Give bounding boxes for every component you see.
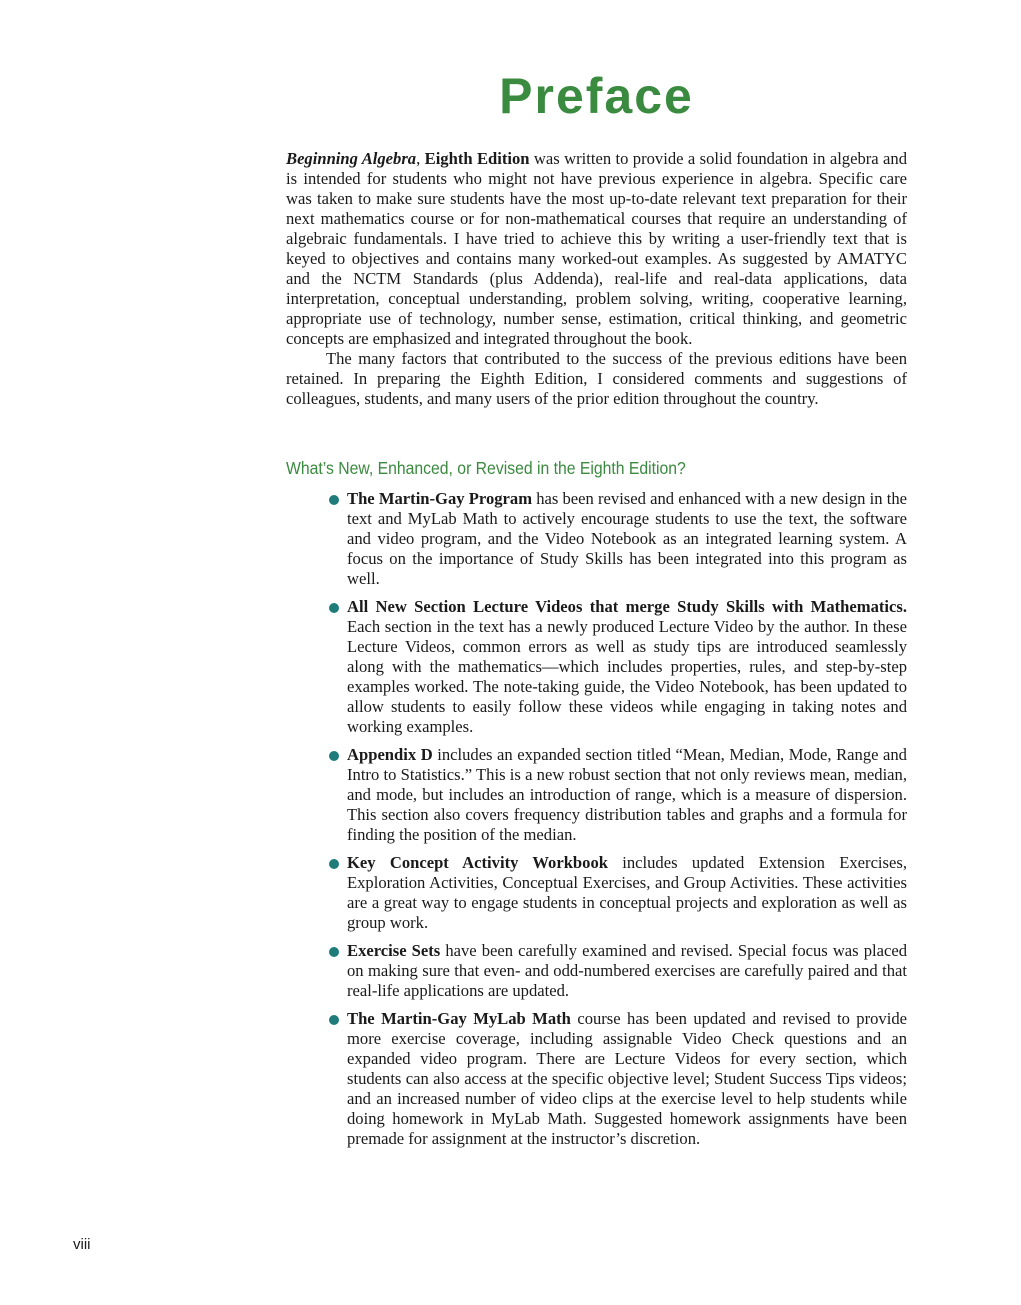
- edition-label: Eighth Edition: [424, 149, 530, 168]
- list-item: [347, 745, 907, 845]
- list-item-text: includes updated Extension Exercises, Exploration Activities, Conceptual Exercises, and Group Activities. These activities are a great way to engage students in conceptual projects and exploration as well as group work.: [347, 853, 907, 932]
- feature-list: [347, 489, 907, 1157]
- intro-paragraph-1-text: was written to provide a solid foundation in algebra and is intended for students who might not have previous experience in algebra. Specific care was taken to make sure students have the most up-to-date relevant text preparation for their next mathematics course or for non-mathematical courses that require an understanding of algebraic fundamentals. I have tried to achieve this by writing a user-friendly text that is keyed to objectives and contains many worked-out examples. As suggested by AMATYC and the NCTM Standards (plus Addenda), real-life and real-data applications, data interpretation, conceptual understanding, problem solving, writing, cooperative learning, appropriate use of technology, number sense, estimation, critical thinking, and geometric concepts are emphasized and integrated throughout the book.: [286, 149, 907, 348]
- list-item-lead: Appendix D: [347, 745, 433, 764]
- section-heading: What’s New, Enhanced, or Revised in the Eighth Edition?: [286, 458, 686, 478]
- list-item-lead: The Martin-Gay MyLab Math: [347, 1009, 571, 1028]
- page-number: viii: [73, 1236, 91, 1253]
- book-title: Beginning Algebra: [286, 149, 417, 168]
- bullet-icon: [329, 947, 339, 957]
- list-item-text: course has been updated and revised to provide more exercise coverage, including assignable Video Check questions and an expanded video program. There are Lecture Videos for every section, which students can also access at the specific objective level; Student Success Tips videos; and an increased number of video clips at the exercise level to help students while doing homework in MyLab Math. Suggested homework assignments have been premade for assignment at the instructor’s discretion.: [347, 1009, 907, 1148]
- title-comma: ,: [416, 149, 425, 168]
- page-title: Preface: [499, 68, 694, 124]
- bullet-icon: [329, 1015, 339, 1025]
- list-item-text: Each section in the text has a newly produced Lecture Video by the author. In these Lecture Videos, common errors as well as study tips are introduced seamlessly along with the mathematics—which includes properties, rules, and step-by-step examples worked. The note-taking guide, the Video Notebook, has been updated to allow students to easily follow these videos while engaging in taking notes and working examples.: [347, 617, 907, 736]
- bullet-icon: [329, 751, 339, 761]
- list-item: [347, 853, 907, 933]
- list-item-lead: Exercise Sets: [347, 941, 441, 960]
- list-item-lead: All New Section Lecture Videos that merge Study Skills with Mathematics.: [347, 597, 907, 616]
- list-item-lead: Key Concept Activity Workbook: [347, 853, 608, 872]
- intro-paragraph-2: The many factors that contributed to the success of the previous editions have been retained. In preparing the Eighth Edition, I considered comments and suggestions of colleagues, students, and many users of the prior edition throughout the country.: [286, 349, 907, 408]
- list-item-lead: The Martin-Gay Program: [347, 489, 533, 508]
- list-item: [347, 941, 907, 1001]
- list-item: [347, 489, 907, 589]
- list-item: [347, 597, 907, 737]
- list-item: [347, 1009, 907, 1149]
- bullet-icon: [329, 859, 339, 869]
- list-item-text: includes an expanded section titled “Mean, Median, Mode, Range and Intro to Statistics.” This is a new robust section that not only reviews mean, median, and mode, but includes an introduction of range, which is a measure of dispersion. This section also covers frequency distribution tables and graphs and a formula for finding the position of the median.: [347, 745, 907, 844]
- list-item-text: has been revised and enhanced with a new design in the text and MyLab Math to actively encourage students to use the text, the software and video program, and the Video Notebook as an integrated learning system. A focus on the importance of Study Skills has been integrated into this program as well.: [347, 489, 907, 588]
- intro-paragraph-1: [286, 149, 907, 349]
- intro-text: [286, 149, 907, 409]
- list-item-text: have been carefully examined and revised. Special focus was placed on making sure that even- and odd-numbered exercises are carefully paired and that real-life applications are updated.: [347, 941, 907, 1000]
- bullet-icon: [329, 603, 339, 613]
- bullet-icon: [329, 495, 339, 505]
